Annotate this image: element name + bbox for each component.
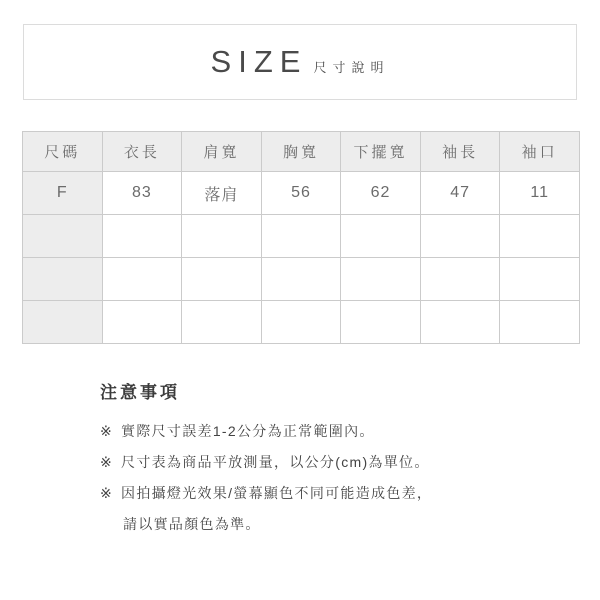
cell-empty [182,301,262,344]
cell-size-code: F [23,172,103,215]
cell-empty [420,301,500,344]
cell-shoulder-width: 落肩 [182,172,262,215]
col-header-garment-length: 衣長 [102,132,182,172]
table-row-empty [23,258,580,301]
cell-size-code [23,258,103,301]
table-row [23,172,580,215]
cell-empty [261,258,341,301]
note-text: 尺寸表為商品平放測量，以公分(cm)為單位。 [121,454,430,470]
cell-empty [182,258,262,301]
cell-empty [261,215,341,258]
size-header-box [23,24,577,100]
note-continuation: 請以實品顏色為準。 [123,516,261,532]
cell-size-code [23,301,103,344]
col-header-cuff: 袖口 [500,132,580,172]
size-table-header-row [23,132,580,172]
cell-empty [341,301,421,344]
cell-sleeve-length: 47 [420,172,500,215]
col-header-size-code: 尺碼 [23,132,103,172]
cell-empty [500,215,580,258]
table-row-empty [23,215,580,258]
size-title-en: SIZE [210,44,308,79]
notes-section [100,378,540,540]
cell-empty [500,301,580,344]
size-table [22,131,580,344]
reference-mark-icon: ※ [100,454,114,470]
note-text: 實際尺寸誤差1-2公分為正常範圍內。 [121,423,375,439]
size-header-title [211,44,390,80]
cell-empty [341,215,421,258]
note-item [100,416,540,447]
cell-empty [341,258,421,301]
col-header-chest-width: 胸寬 [261,132,341,172]
size-title-zh: 尺寸說明 [313,60,390,75]
cell-empty [102,301,182,344]
size-table-body [23,172,580,344]
reference-mark-icon: ※ [100,485,114,501]
cell-empty [500,258,580,301]
cell-size-code [23,215,103,258]
cell-empty [261,301,341,344]
col-header-shoulder-width: 肩寬 [182,132,262,172]
cell-empty [420,258,500,301]
reference-mark-icon: ※ [100,423,114,439]
note-item [100,447,540,478]
note-item [100,478,540,509]
cell-empty [102,215,182,258]
note-text: 因拍攝燈光效果/螢幕顯色不同可能造成色差， [121,485,433,501]
cell-cuff: 11 [500,172,580,215]
cell-empty [102,258,182,301]
cell-hem-width: 62 [341,172,421,215]
cell-empty [182,215,262,258]
notes-heading: 注意事項 [100,383,180,402]
cell-chest-width: 56 [261,172,341,215]
cell-garment-length: 83 [102,172,182,215]
col-header-hem-width: 下擺寬 [341,132,421,172]
size-table-header [23,132,580,172]
table-row-empty [23,301,580,344]
col-header-sleeve-length: 袖長 [420,132,500,172]
cell-empty [420,215,500,258]
